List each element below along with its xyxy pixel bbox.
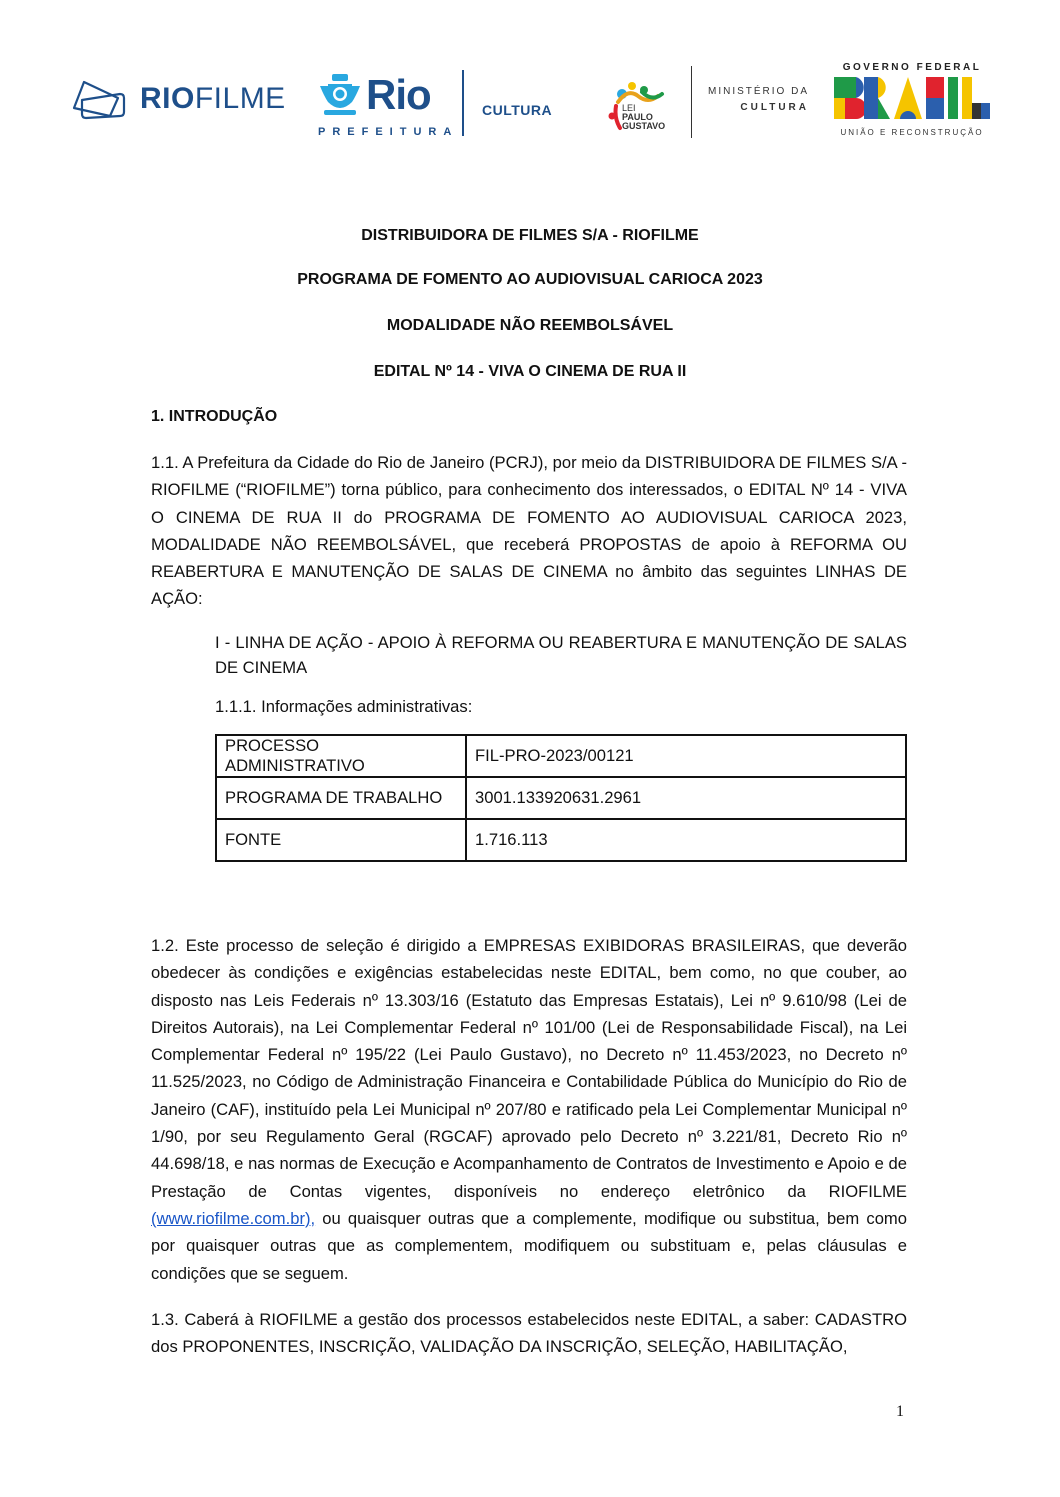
doc-title-1: DISTRIBUIDORA DE FILMES S/A - RIOFILME	[361, 227, 699, 244]
lei-paulo-gustavo-logo	[608, 72, 688, 138]
lpg-gustavo: GUSTAVO	[622, 121, 666, 131]
page-number: 1	[896, 1403, 904, 1420]
table-key: PROGRAMA DE TRABALHO	[216, 777, 466, 819]
doc-title-4: EDITAL Nº 14 - VIVA O CINEMA DE RUA II	[373, 363, 687, 380]
rio-word: Rio	[366, 71, 431, 118]
table-row	[216, 735, 906, 777]
linha-de-acao-item: I - LINHA DE AÇÃO - APOIO À REFORMA OU REABERTURA E MANUTENÇÃO DE SALAS DE CINEMA	[215, 633, 907, 677]
ministerio-line1: MINISTÉRIO DA	[708, 86, 810, 97]
governo-federal-logo	[834, 62, 990, 142]
header-logos	[66, 62, 996, 152]
paragraph-1-2	[151, 932, 907, 1287]
table-value: FIL-PRO-2023/00121	[466, 735, 906, 777]
table-value: 1.716.113	[466, 819, 906, 861]
riofilme-bold: RIO	[140, 82, 195, 115]
table-row	[216, 819, 906, 861]
doc-title-3: MODALIDADE NÃO REEMBOLSÁVEL	[386, 317, 674, 334]
admin-info-table	[215, 734, 907, 862]
table-value: 3001.133920631.2961	[466, 777, 906, 819]
logo-divider	[462, 70, 464, 136]
governo-federal-label: GOVERNO FEDERAL	[842, 62, 982, 73]
paragraph-1-3: 1.3. Caberá à RIOFILME a gestão dos processos estabelecidos neste EDITAL, a saber: CADASTRO dos PROPONENTES, INSCRIÇÃO, VALIDAÇÃO DA INSCRIÇÃO, SELEÇÃO, HABILITAÇÃO,	[151, 1310, 907, 1357]
doc-title-2: PROGRAMA DE FOMENTO AO AUDIOVISUAL CARIOCA 2023	[297, 271, 763, 288]
uniao-reconstrucao-label: UNIÃO E RECONSTRUÇÃO	[840, 128, 984, 137]
paragraph-1-2-text-end: ou quaisquer outras que a complemente, modifique ou substitua, bem como por quaisquer outras que as complementem, modifiquem ou substituam e, pelas cláusulas e condições que se seguem.	[151, 1208, 907, 1283]
ministerio-line2: CULTURA	[740, 102, 810, 113]
riofilme-website-link[interactable]: (www.riofilme.com.br),	[151, 1208, 316, 1228]
table-row	[216, 777, 906, 819]
table-key: FONTE	[216, 819, 466, 861]
paragraph-1-1-1: 1.1.1. Informações administrativas:	[215, 697, 473, 716]
paragraph-1-2-text: 1.2. Este processo de seleção é dirigido a EMPRESAS EXIBIDORAS BRASILEIRAS, que deverão obedecer às condições e exigências estabelecidas neste EDITAL, bem como, no que couber, ao disposto nas Leis Federais nº 13.303/16 (Estatuto das Empresas Estatais), Lei nº 9.610/98 (Lei de Direitos Autorais), na Lei Complementar Federal nº 101/00 (Lei de Responsabilidade Fiscal), na Lei Complementar Federal nº 195/22 (Lei Paulo Gustavo), no Decreto nº 11.453/2023, no Decreto nº 11.525/2023, no Código de Administração Financeira e Contabilidade Pública do Município do Rio de Janeiro (CAF), instituído pela Lei Municipal nº 207/80 e ratificado pela Lei Complementar Municipal nº 1/90, por seu Regulamento Geral (RGCAF) aprovado pelo Decreto nº 3.221/81, Decreto Rio nº 44.698/18, e nas normas de Execução e Acompanhamento de Contratos de Investimento e Apoio e de Prestação de Contas vigentes, disponíveis no endereço eletrônico da RIOFILME	[151, 936, 907, 1201]
rio-crest-icon	[318, 72, 362, 118]
lpg-paulo: PAULO	[622, 112, 653, 122]
table-key: PROCESSO ADMINISTRATIVO	[216, 735, 466, 777]
riofilme-mark-icon	[70, 76, 132, 122]
section-heading-introducao: 1. INTRODUÇÃO	[151, 408, 278, 425]
cultura-label: CULTURA	[482, 102, 553, 118]
logo-divider	[691, 66, 692, 138]
riofilme-light: FILME	[194, 82, 286, 115]
paragraph-1-1: 1.1. A Prefeitura da Cidade do Rio de Janeiro (PCRJ), por meio da DISTRIBUIDORA DE FILMES S/A - RIOFILME (“RIOFILME”) torna público, para conhecimento dos interessados, o EDITAL Nº 14 - VIVA O CINEMA DE RUA II do PROGRAMA DE FOMENTO AO AUDIOVISUAL CARIOCA 2023, MODALIDADE NÃO REEMBOLSÁVEL, que receberá PROPOSTAS de apoio à REFORMA OU REABERTURA E MANUTENÇÃO DE SALAS DE CINEMA no âmbito das seguintes LINHAS DE AÇÃO:	[151, 453, 907, 609]
riofilme-logo	[70, 76, 286, 122]
prefeitura-rio-logo	[318, 68, 459, 138]
ministerio-cultura-label	[708, 84, 809, 116]
brasil-wordmark-icon	[834, 77, 990, 119]
prefeitura-label: PREFEITURA	[318, 126, 459, 138]
lpg-lei: LEI	[622, 103, 636, 113]
